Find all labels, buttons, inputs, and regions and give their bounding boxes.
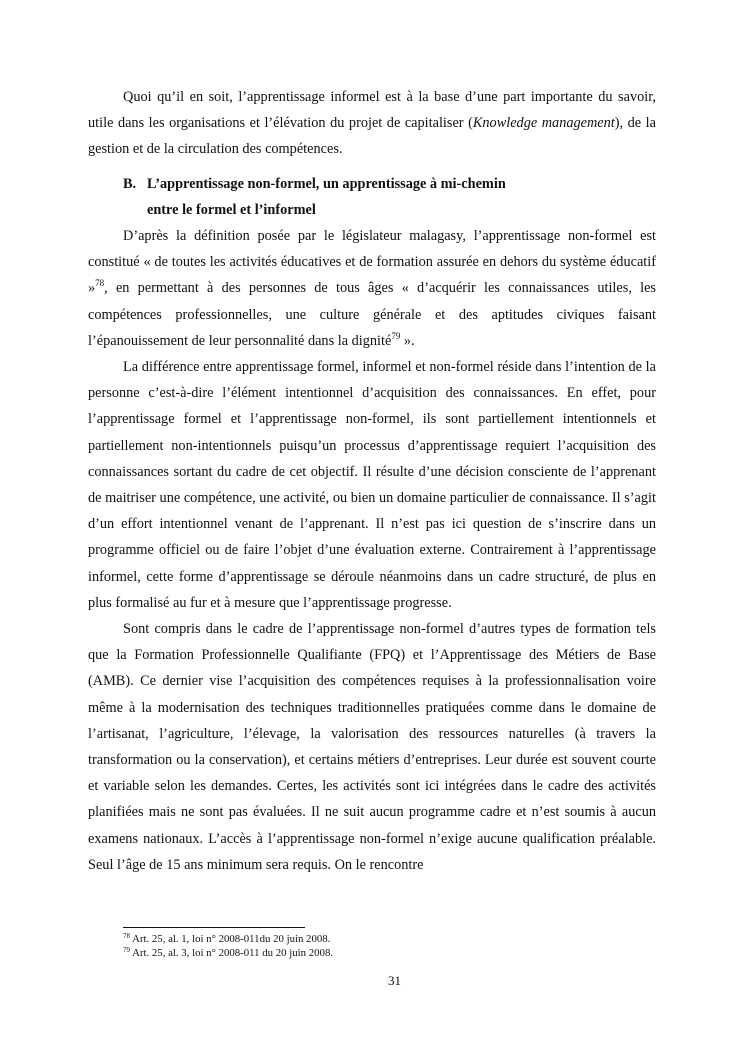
paragraph-1-italic-term: Knowledge management <box>472 115 615 132</box>
footnote-ref-79[interactable]: 79 <box>391 330 401 341</box>
page-body <box>88 84 656 878</box>
paragraph-1-text-b: ), de la gestion et de la circulation des compétences. <box>88 115 656 158</box>
section-heading-line-1: L’apprentissage non-formel, un apprentissage à mi-chemin <box>147 175 506 192</box>
paragraph-2-text-a: D’après la définition posée par le législateur malagasy, l’apprentissage non-formel est constitué « de toutes les activités éducatives et de formation assurée en dehors du système éducatif » <box>88 228 656 297</box>
paragraph-2 <box>88 223 656 354</box>
paragraph-2-text-b: , en permettant à des personnes de tous âges « d’acquérir les connaissances utiles, les compétences professionnelles, une culture générale et des aptitudes civiques faisant l’épanouissement de leur personnalité dans la dignité <box>88 280 656 349</box>
paragraph-3: La différence entre apprentissage formel, informel et non-formel réside dans l’intention de la personne c’est-à-dire l’élément intentionnel d’acquisition des connaissances. En effet, pour l’apprentissage formel et l’apprentissage non-formel, ils sont partiellement intentionnels et partiellement non-intentionnels puisqu’un processus d’apprentissage requiert l’acquisition des connaissances sortant du cadre de cet objectif. Il résulte d’une décision consciente de l’apprenant de maitriser une compétence, une activité, ou bien un domaine particulier de connaissance. Il s’agit d’un effort intentionnel venant de l’apprenant. Il n’est pas ici question de s’inscrire dans un programme officiel ou de faire l’objet d’une évaluation externe. Contrairement à l’apprentissage informel, cette forme d’apprentissage se déroule néanmoins dans un cadre structuré, de plus en plus formalisé au fur et à mesure que l’apprentissage progresse. <box>88 359 656 611</box>
footnote-text: Art. 25, al. 3, loi n° 2008-011 du 20 juin 2008. <box>130 946 334 959</box>
section-heading-line-2: entre le formel et l’informel <box>147 201 316 218</box>
footnote-79 <box>123 947 333 961</box>
section-heading <box>123 171 656 223</box>
footnotes <box>123 933 333 960</box>
footnote-text: Art. 25, al. 1, loi n° 2008-011du 20 juin 2008. <box>130 933 331 945</box>
paragraph-4: Sont compris dans le cadre de l’apprentissage non-formel d’autres types de formation tels que la Formation Professionnelle Qualifiante (FPQ) et l’Apprentissage des Métiers de Base (AMB). Ce dernier vise l’acquisition des compétences requises à la professionnalisation voire même à la modernisation des techniques traditionnelles pratiquées comme dans le domaine de l’artisanat, l’agriculture, l’élevage, la valorisation des ressources naturelles (à travers la transformation ou la conservation), et certains métiers d’entreprises. Leur durée est souvent courte et variable selon les demandes. Certes, les activités sont ici intégrées dans le cadre des activités planifiées mais ne sont pas évaluées. Il ne suit aucun programme cadre et n’est soumis à aucun examens nationaux. L’accès à l’apprentissage non-formel n’exige aucune qualification préalable. Seul l’âge de 15 ans minimum sera requis. On le rencontre <box>88 621 656 873</box>
footnote-separator <box>123 927 305 928</box>
footnote-ref-78[interactable]: 78 <box>95 278 105 289</box>
footnote-78 <box>123 933 333 947</box>
paragraph-1-text-a: Quoi qu’il en soit, l’apprentissage informel est à la base d’une part importante du savoir, utile dans les organisations et l’élévation du projet de capitaliser ( <box>88 89 656 132</box>
section-heading-letter: B. <box>123 175 137 192</box>
paragraph-1 <box>88 84 656 163</box>
page-number: 31 <box>388 973 401 988</box>
footnote-number: 78 <box>123 932 130 940</box>
paragraph-2-text-c: ». <box>400 332 415 349</box>
footnote-number: 79 <box>123 945 130 954</box>
